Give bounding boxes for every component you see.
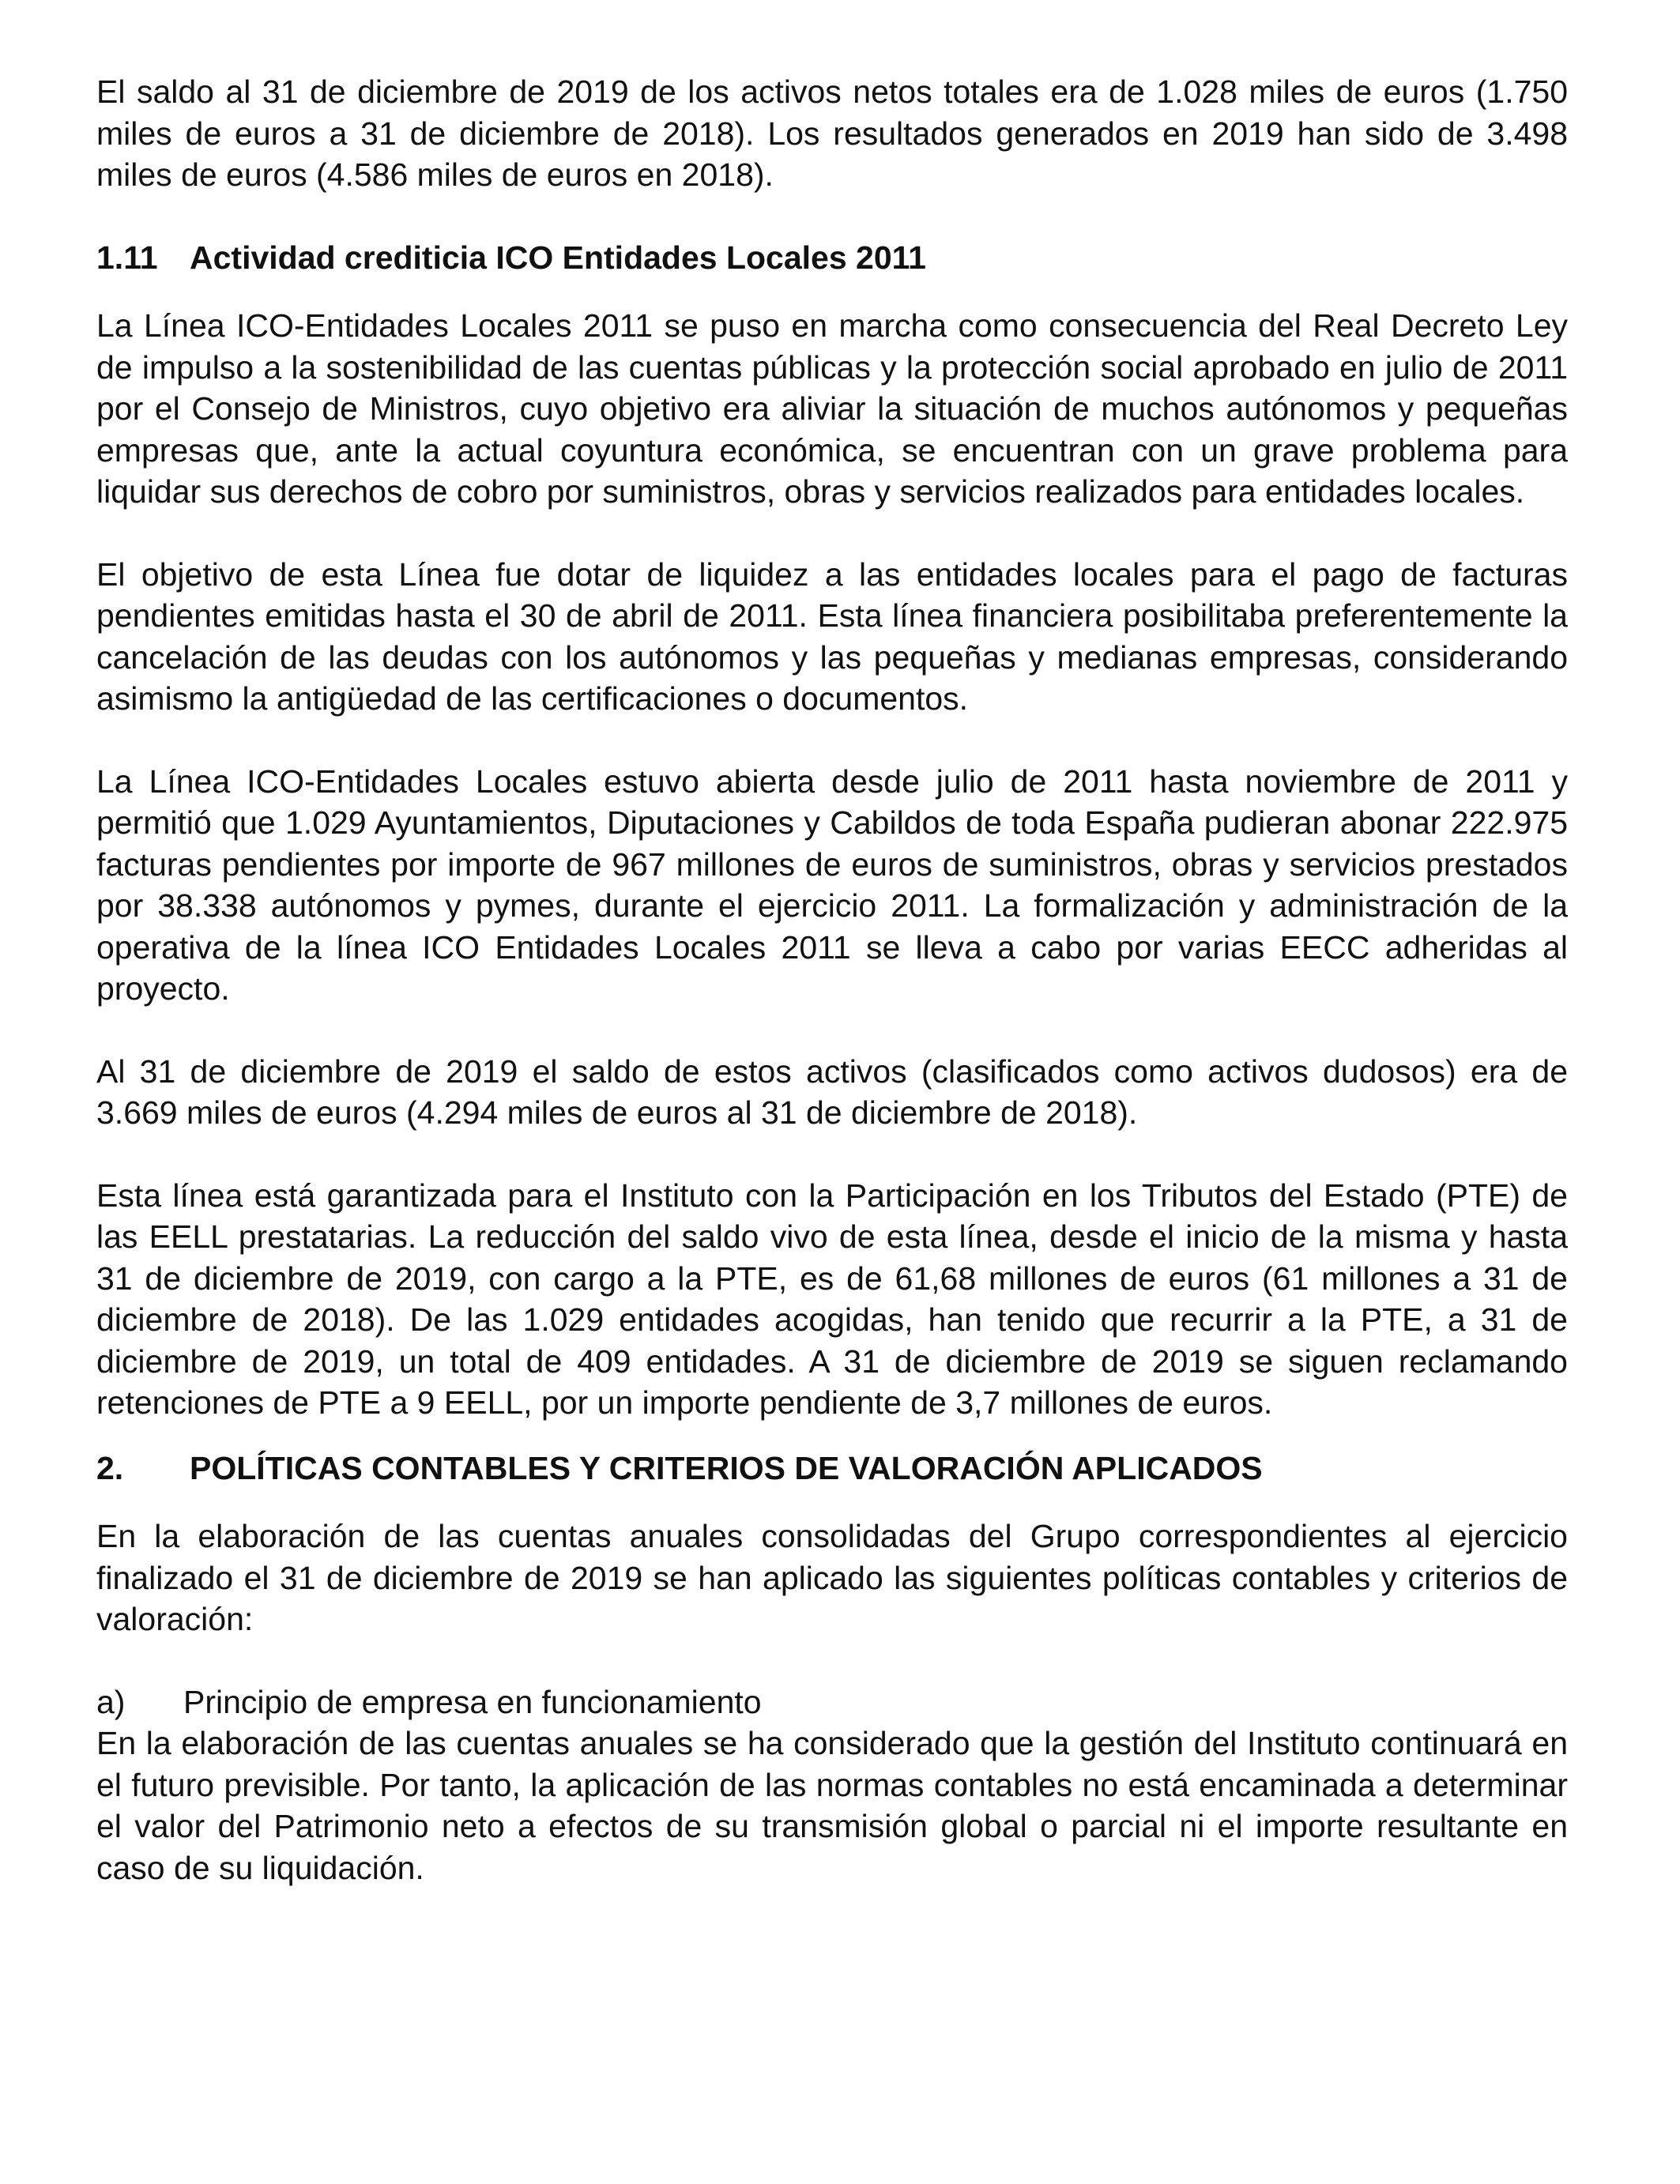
- paragraph-policies-intro: En la elaboración de las cuentas anuales consolidadas del Grupo correspondientes al ejercicio finalizado el 31 de diciembre de 2019 se han aplicado las siguientes políticas contables y criterios de valoración:: [96, 1518, 1568, 1637]
- paragraph-ico-line-objective: El objetivo de esta Línea fue dotar de liquidez a las entidades locales para el pago de facturas pendientes emitidas hasta el 30 de abril de 2011. Esta línea financiera posibilitaba preferentemente la cancelación de las deudas con los autónomos y las pequeñas y medianas empresas, considerando asimismo la antigüedad de las certificaciones o documentos.: [96, 555, 1568, 717]
- paragraph-pte-guarantee: Esta línea está garantizada para el Instituto con la Participación en los Tributos del Estado (PTE) de las EELL prestatarias. La reducción del saldo vivo de esta línea, desde el inicio de la misma y hasta 31 de diciembre de 2019, con cargo a la PTE, es de 61,68 millones de euros (61 millones a 31 de diciembre de 2018). De las 1.029 entidades acogidas, han tenido que recurrir a la PTE, a 31 de diciembre de 2019, un total de 409 entidades. A 31 de diciembre de 2019 se siguen reclamando retenciones de PTE a 9 EELL, por un importe pendiente de 3,7 millones de euros.: [96, 1177, 1568, 1421]
- list-item-a: [96, 1681, 1568, 1723]
- paragraph-net-assets-balance: El saldo al 31 de diciembre de 2019 de los activos netos totales era de 1.028 miles de euros (1.750 miles de euros a 31 de diciembre de 2018). Los resultados generados en 2019 han sido de 3.498 miles de euros (4.586 miles de euros en 2018).: [96, 73, 1568, 193]
- section-heading-2: [96, 1448, 1568, 1489]
- paragraph-doubtful-assets-balance: Al 31 de diciembre de 2019 el saldo de estos activos (clasificados como activos dudosos) era de 3.669 miles de euros (4.294 miles de euros al 31 de diciembre de 2018).: [96, 1052, 1568, 1131]
- paragraph-ico-line-period: La Línea ICO-Entidades Locales estuvo abierta desde julio de 2011 hasta noviembre de 2011 y permitió que 1.029 Ayuntamientos, Diputaciones y Cabildos de toda España pudieran abonar 222.975 facturas pendientes por importe de 967 millones de euros de suministros, obras y servicios prestados por 38.338 autónomos y pymes, durante el ejercicio 2011. La formalización y administración de la operativa de la línea ICO Entidades Locales 2011 se lleva a cabo por varias EECC adheridas al proyecto.: [96, 763, 1568, 1007]
- paragraph-ico-line-origin: La Línea ICO-Entidades Locales 2011 se puso en marcha como consecuencia del Real Decreto Ley de impulso a la sostenibilidad de las cuentas públicas y la protección social aprobado en julio de 2011 por el Consejo de Ministros, cuyo objetivo era aliviar la situación de muchos autónomos y pequeñas empresas que, ante la actual coyuntura económica, se encuentran con un grave problema para liquidar sus derechos de cobro por suministros, obras y servicios realizados para entidades locales.: [96, 307, 1568, 510]
- section-number: 1.11: [96, 239, 158, 276]
- section-title: Actividad crediticia ICO Entidades Locales 2011: [190, 239, 926, 276]
- section-number: 2.: [96, 1449, 124, 1486]
- document-page: [96, 71, 1568, 1888]
- list-item-text: Principio de empresa en funcionamiento: [183, 1683, 762, 1720]
- paragraph-going-concern: En la elaboración de las cuentas anuales se ha considerado que la gestión del Instituto continuará en el futuro previsible. Por tanto, la aplicación de las normas contables no está encaminada a determinar el valor del Patrimonio neto a efectos de su transmisión global o parcial ni el importe resultante en caso de su liquidación.: [96, 1725, 1568, 1886]
- section-heading-1-11: [96, 237, 1568, 279]
- section-title: POLÍTICAS CONTABLES Y CRITERIOS DE VALORACIÓN APLICADOS: [190, 1449, 1263, 1486]
- list-marker: a): [96, 1683, 126, 1720]
